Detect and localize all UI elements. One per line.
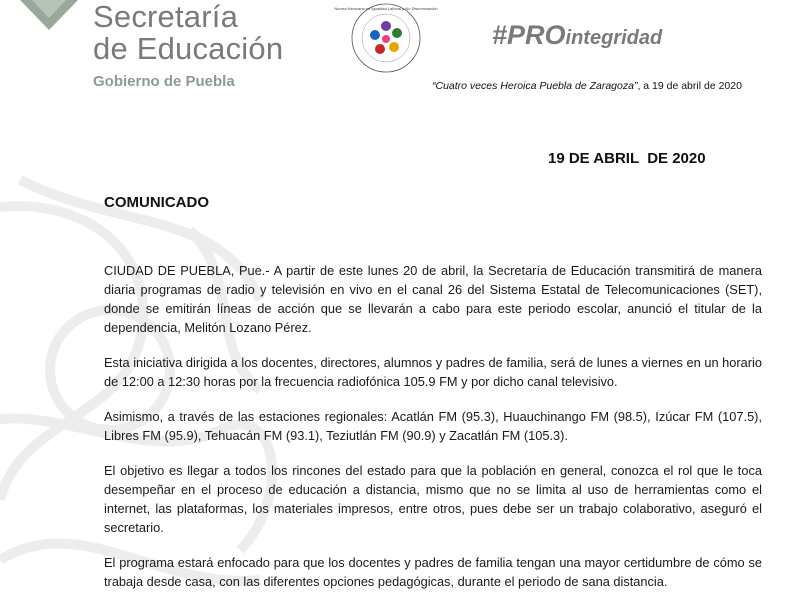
- paragraph: El objetivo es llegar a todos los rincones del estado para que la población en general, conozca el rol que le toca desempeñar en el proceso de educación a distancia, mismo que no se limita al uso de herramientas como el internet, las plataformas, los materiales impresos, entre otros, pues debe ser un trabajo colaborativo, aseguró el secretario.: [104, 463, 762, 535]
- motto-line: [432, 80, 742, 92]
- paragraph: El programa estará enfocado para que los docentes y padres de familia tengan una mayor certidumbre de cómo se trabaja desde casa, con las diferentes opciones pedagógicas, durante el periodo de sana distancia.: [104, 555, 762, 589]
- paragraph: CIUDAD DE PUEBLA, Pue.- A partir de este lunes 20 de abril, la Secretaría de Educación transmitirá de manera diaria programas de radio y televisión en vivo en el canal 26 del Sistema Estatal de Telecomunicaciones (SET), donde se emitirán líneas de acción que se llevarán a cabo para este periodo escolar, anunció el titular de la dependencia, Melitón Lozano Pérez.: [104, 263, 762, 335]
- equality-seal-icon: [334, 2, 438, 74]
- hashtag-pro: #PRO: [492, 20, 566, 50]
- org-name-line1: Secretaría: [93, 0, 239, 34]
- org-name-line2: de Educación: [93, 31, 284, 66]
- paragraph: Asimismo, a través de las estaciones regionales: Acatlán FM (95.3), Huauchinango FM (98.5), Izúcar FM (107.5), Libres FM (95.9), Tehuacán FM (93.1), Teziutlán FM (90.9) y Zacatlán FM (105.3).: [104, 409, 762, 443]
- document-body: [104, 261, 762, 607]
- document-date: 19 DE ABRIL DE 2020: [548, 150, 706, 167]
- government-name: Gobierno de Puebla: [93, 73, 235, 90]
- hashtag-integridad: integridad: [565, 27, 663, 49]
- paragraph: Esta iniciativa dirigida a los docentes, directores, alumnos y padres de familia, será de lunes a viernes en un horario de 12:00 a 12:30 horas por la frecuencia radiofónica 105.9 FM y por dicho canal televisivo.: [104, 355, 762, 389]
- seal-text: Norma Mexicana en Igualdad Laboral y No Discriminación: [334, 6, 438, 11]
- motto-quote: “Cuatro veces Heroica Puebla de Zaragoza”: [432, 80, 638, 92]
- secretaria-logo-icon: [20, 0, 78, 34]
- motto-date: , a 19 de abril de 2020: [637, 80, 742, 92]
- document-title: COMUNICADO: [104, 194, 209, 211]
- hashtag-prointegridad: [492, 20, 662, 51]
